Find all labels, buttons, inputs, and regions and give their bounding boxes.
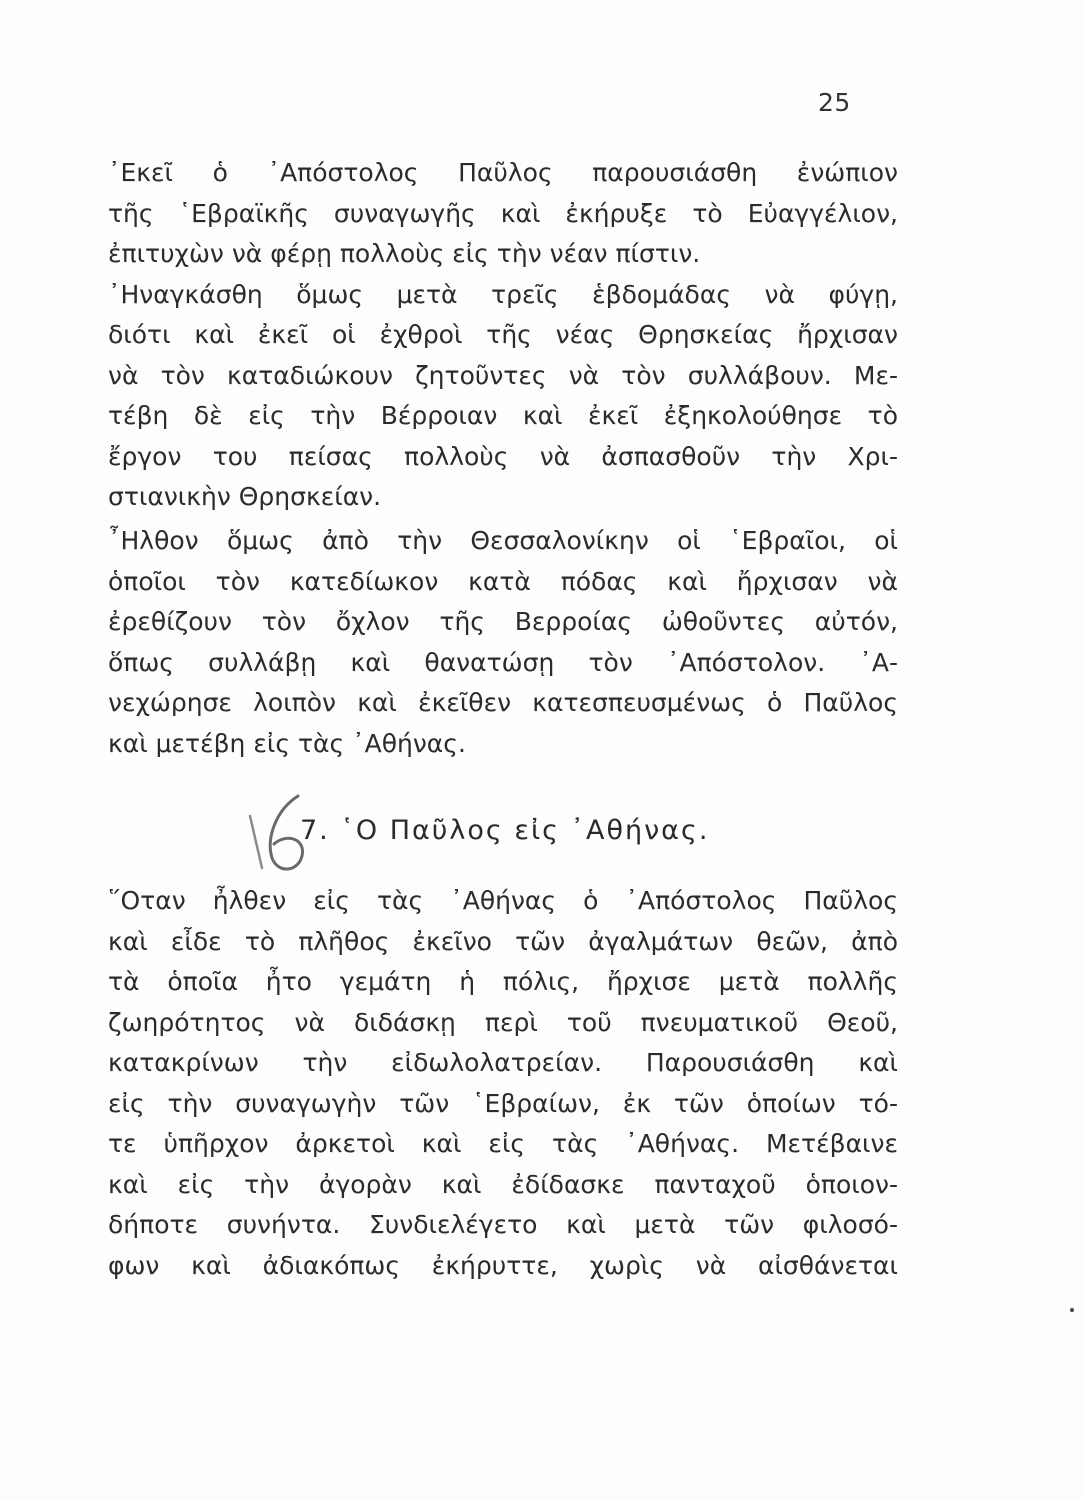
stray-mark bbox=[1070, 1308, 1074, 1312]
section-heading bbox=[300, 815, 709, 846]
text-line: φων καὶ ἀδιακόπως ἐκήρυττε, χωρὶς νὰ αἰσθάνεται bbox=[108, 1250, 898, 1280]
text-line: δήποτε συνήντα. Συνδιελέγετο καὶ μετὰ τῶν φιλοσό- bbox=[108, 1210, 898, 1239]
paragraph-athens bbox=[108, 881, 898, 1286]
text-line: καὶ μετέβη εἰς τὰς ᾿Αθήνας. bbox=[108, 728, 466, 758]
text-line: καὶ εἶδε τὸ πλῆθος ἐκεῖνο τῶν ἀγαλμάτων θεῶν, ἀπὸ bbox=[108, 926, 898, 956]
text-line: τέβη δὲ εἰς τὴν Βέρροιαν καὶ ἐκεῖ ἐξηκολούθησε τὸ bbox=[108, 401, 898, 430]
text-line: νὰ τὸν καταδιώκουν ζητοῦντες νὰ τὸν συλλάβουν. Με- bbox=[108, 360, 898, 390]
text-line: ᾿Ηναγκάσθη ὅμως μετὰ τρεῖς ἑβδομάδας νὰ φύγῃ, bbox=[108, 279, 898, 309]
paragraph-paul-in-thessalonica bbox=[108, 153, 898, 518]
text-line: ῏Ηλθον ὅμως ἀπὸ τὴν Θεσσαλονίκην οἱ ῾Εβραῖοι, οἱ bbox=[108, 526, 898, 555]
text-line: ἔργον του πείσας πολλοὺς νὰ ἀσπασθοῦν τὴν Χρι- bbox=[108, 441, 898, 471]
text-line: ῞Οταν ἦλθεν εἰς τὰς ᾿Αθήνας ὁ ᾿Απόστολος Παῦλος bbox=[108, 886, 898, 915]
text-line: ζωηρότητος νὰ διδάσκῃ περὶ τοῦ πνευματικοῦ Θεοῦ, bbox=[108, 1007, 898, 1037]
text-line: ᾿Εκεῖ ὁ ᾿Απόστολος Παῦλος παρουσιάσθη ἐνώπιον bbox=[108, 158, 898, 187]
paragraph-berea bbox=[108, 521, 898, 764]
text-line: ἐρεθίζουν τὸν ὄχλον τῆς Βερροίας ὠθοῦντες αὐτόν, bbox=[108, 607, 898, 636]
handwritten-annotation-text: 16 bbox=[294, 840, 296, 841]
text-line: ὅπως συλλάβῃ καὶ θανατώσῃ τὸν ᾿Απόστολον. ᾿Α- bbox=[108, 647, 898, 677]
section-title: ῾Ο Παῦλος εἰς ᾿Αθήνας. bbox=[340, 815, 710, 846]
text-line: ἐπιτυχὼν νὰ φέρῃ πολλοὺς εἰς τὴν νέαν πίστιν. bbox=[108, 239, 701, 268]
text-line: στιανικὴν Θρησκείαν. bbox=[108, 482, 382, 511]
section-number: 7. bbox=[300, 815, 330, 846]
page-number: 25 bbox=[818, 88, 851, 117]
text-line: τὰ ὁποῖα ἦτο γεμάτη ἡ πόλις, ἤρχισε μετὰ πολλῆς bbox=[108, 967, 898, 996]
text-line: διότι καὶ ἐκεῖ οἱ ἐχθροὶ τῆς νέας Θρησκείας ἤρχισαν bbox=[108, 320, 898, 349]
text-line: εἰς τὴν συναγωγὴν τῶν ῾Εβραίων, ἐκ τῶν ὁποίων τό- bbox=[108, 1088, 898, 1118]
text-line: νεχώρησε λοιπὸν καὶ ἐκεῖθεν κατεσπευσμένως ὁ Παῦλος bbox=[108, 688, 898, 717]
text-line: κατακρίνων τὴν εἰδωλολατρείαν. Παρουσιάσθη καὶ bbox=[108, 1048, 898, 1077]
text-line: καὶ εἰς τὴν ἀγορὰν καὶ ἐδίδασκε πανταχοῦ ὁποιον- bbox=[108, 1169, 898, 1199]
text-line: τῆς ῾Εβραϊκῆς συναγωγῆς καὶ ἐκήρυξε τὸ Εὐαγγέλιον, bbox=[108, 198, 898, 228]
text-line: τε ὑπῆρχον ἀρκετοὶ καὶ εἰς τὰς ᾿Αθήνας. Μετέβαινε bbox=[108, 1129, 898, 1158]
text-line: ὁποῖοι τὸν κατεδίωκον κατὰ πόδας καὶ ἤρχισαν νὰ bbox=[108, 566, 898, 596]
